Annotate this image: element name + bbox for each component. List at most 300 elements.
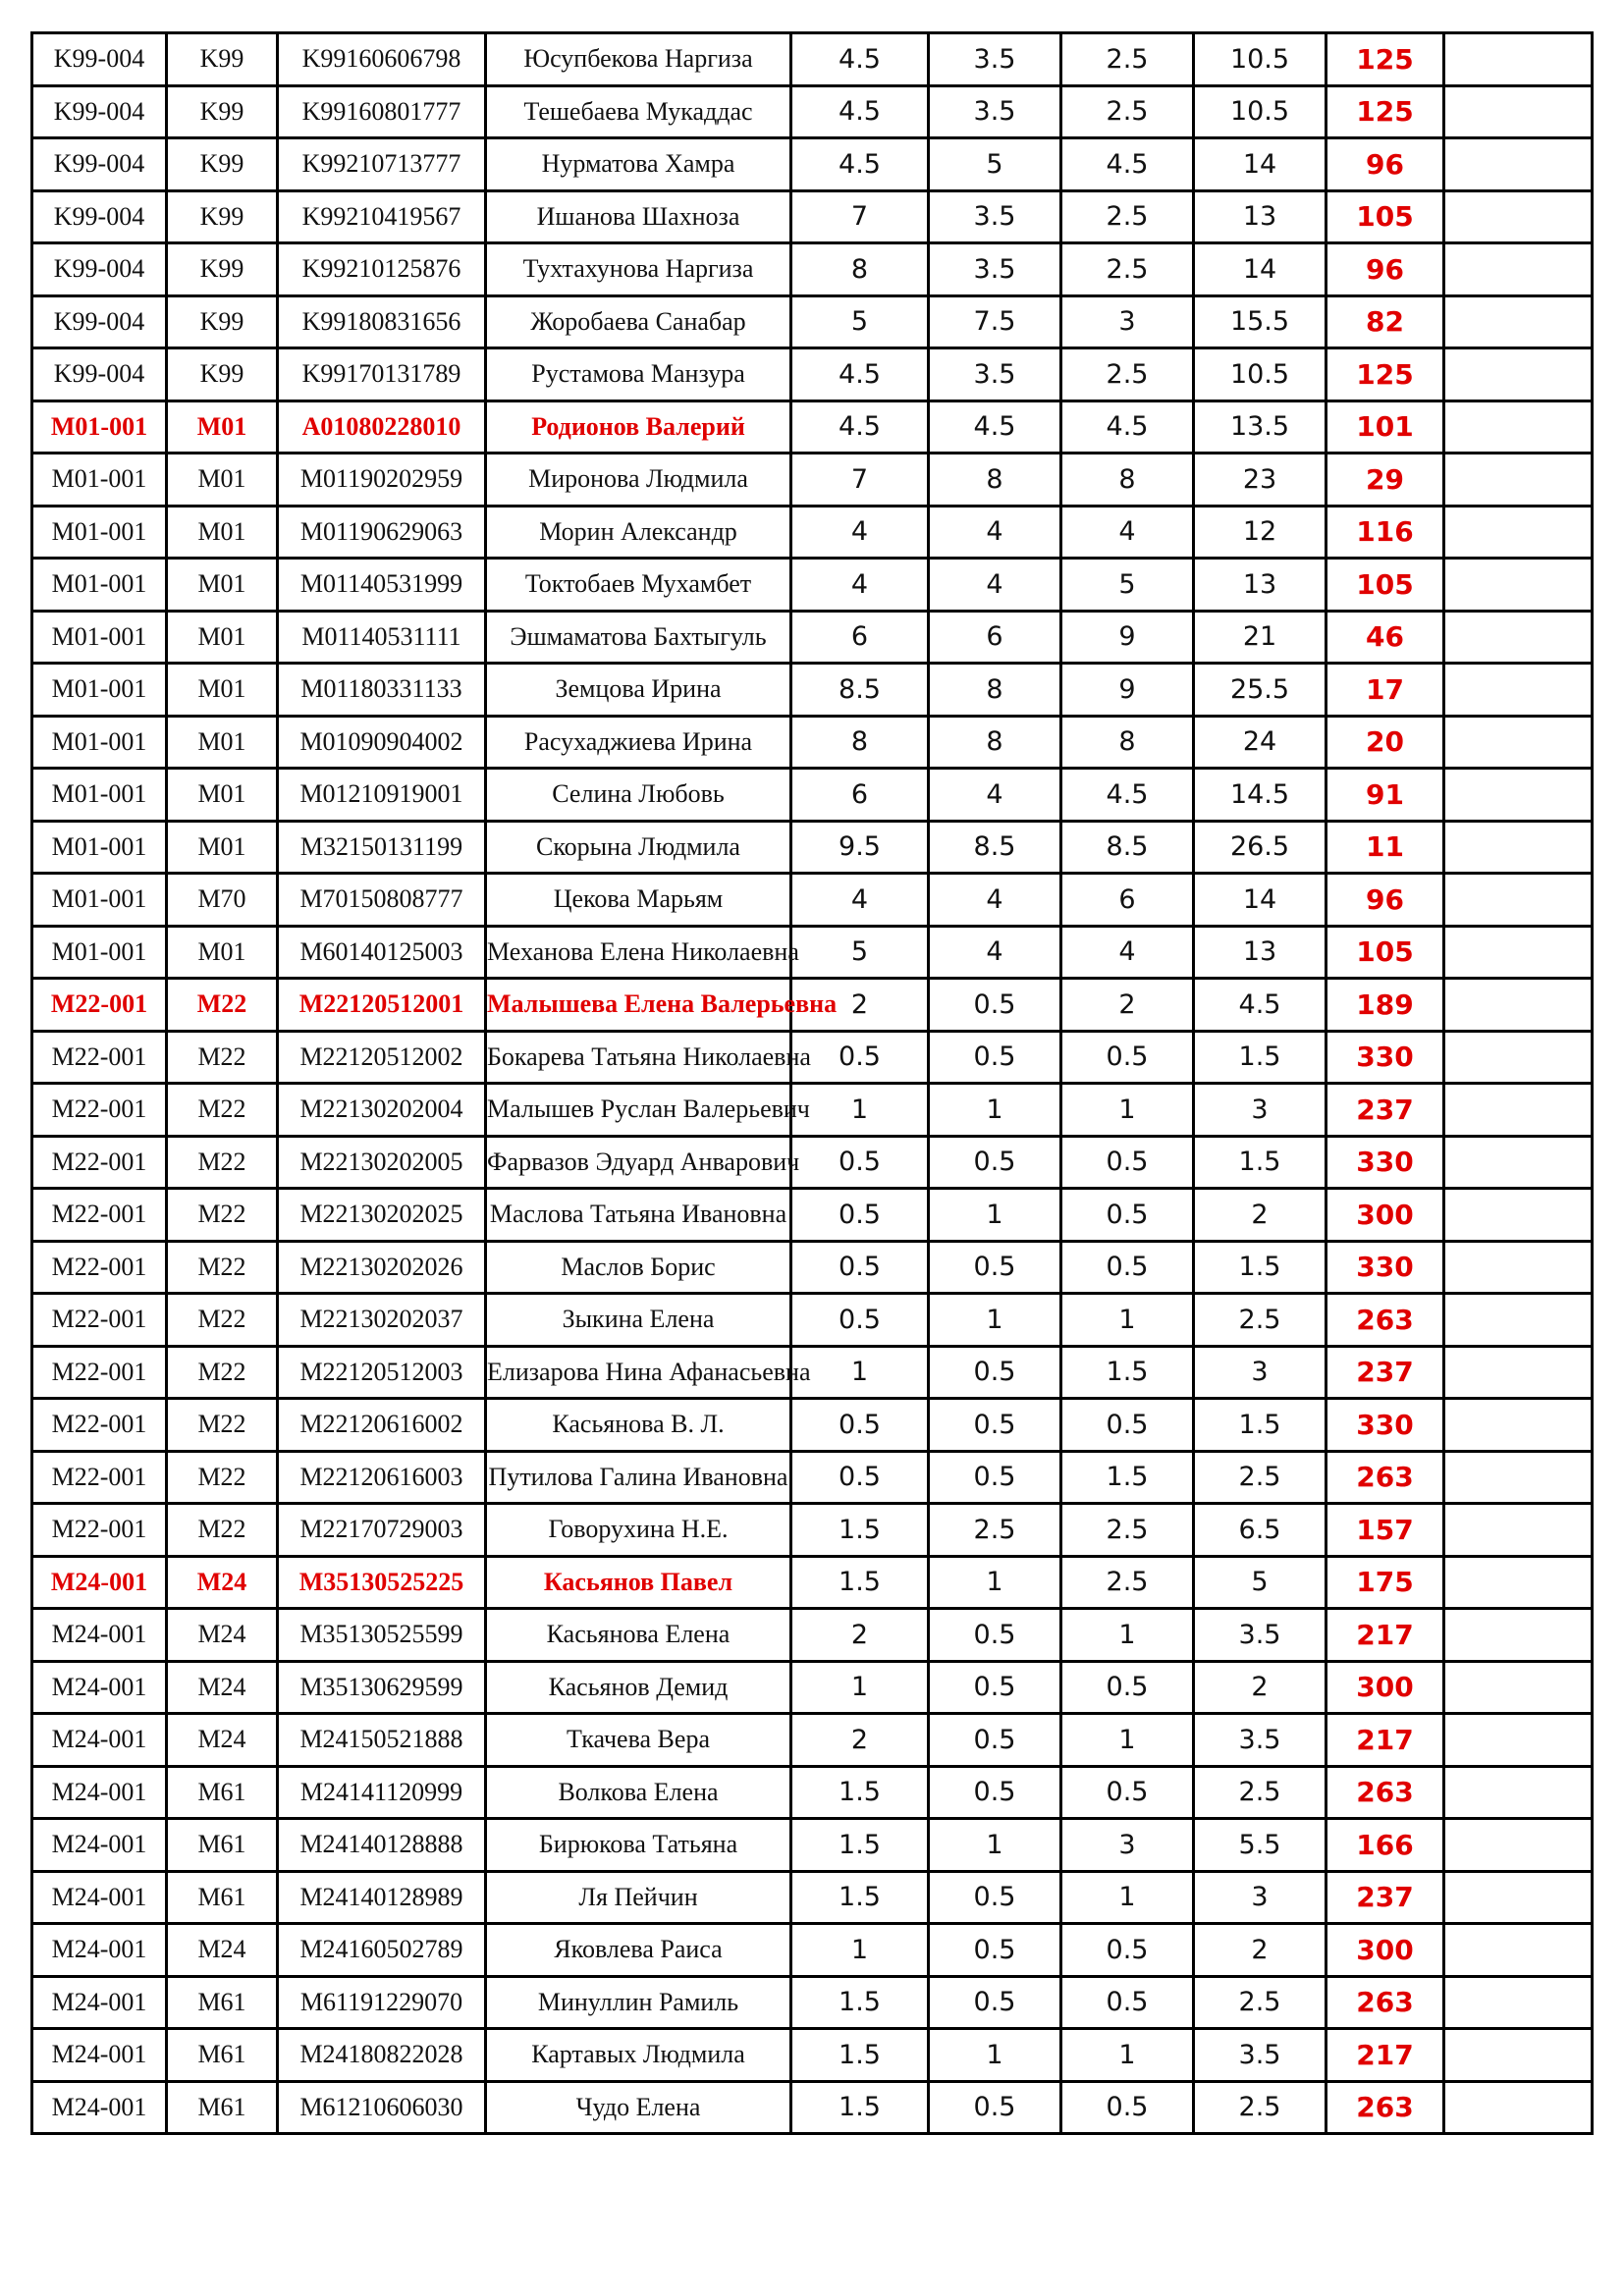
group-code-cell: K99-004	[32, 138, 167, 191]
score-2-cell: 0.5	[929, 1346, 1061, 1399]
score-3-cell: 4.5	[1061, 400, 1194, 454]
score-3-cell: 4	[1061, 926, 1194, 979]
group-code-cell: M24-001	[32, 1819, 167, 1872]
score-1-cell: 4	[791, 559, 929, 612]
note-cell	[1444, 295, 1593, 348]
score-3-cell: 4.5	[1061, 769, 1194, 822]
region-code-cell: M01	[167, 400, 278, 454]
score-1-cell: 2	[791, 1714, 929, 1767]
score-1-cell: 1	[791, 1084, 929, 1137]
member-id-cell: K99160606798	[278, 33, 486, 86]
score-3-cell: 6	[1061, 874, 1194, 927]
table-row	[32, 1294, 1593, 1347]
score-2-cell: 8	[929, 454, 1061, 507]
region-code-cell: M22	[167, 1136, 278, 1189]
table-row	[32, 1346, 1593, 1399]
table-row	[32, 716, 1593, 769]
score-3-cell: 4.5	[1061, 138, 1194, 191]
score-3-cell: 4	[1061, 506, 1194, 559]
region-code-cell: K99	[167, 85, 278, 138]
group-code-cell: M01-001	[32, 559, 167, 612]
member-name-cell: Тешебаева Мукаддас	[486, 85, 791, 138]
score-2-cell: 8	[929, 716, 1061, 769]
member-name-cell: Чудо Елена	[486, 2081, 791, 2134]
table-row	[32, 1661, 1593, 1714]
table-row	[32, 85, 1593, 138]
region-code-cell: K99	[167, 243, 278, 296]
total-score-cell: 2	[1194, 1661, 1326, 1714]
note-cell	[1444, 1976, 1593, 2029]
member-id-cell: M22170729003	[278, 1504, 486, 1557]
note-cell	[1444, 138, 1593, 191]
table-row	[32, 1714, 1593, 1767]
member-id-cell: A01080228010	[278, 400, 486, 454]
note-cell	[1444, 243, 1593, 296]
score-3-cell: 9	[1061, 664, 1194, 717]
member-name-cell: Морин Александр	[486, 506, 791, 559]
total-score-cell: 21	[1194, 611, 1326, 664]
member-id-cell: M22130202037	[278, 1294, 486, 1347]
member-name-cell: Картавых Людмила	[486, 2029, 791, 2082]
score-1-cell: 1.5	[791, 1766, 929, 1819]
score-2-cell: 3.5	[929, 33, 1061, 86]
rank-cell: 105	[1326, 559, 1444, 612]
member-id-cell: M24180822028	[278, 2029, 486, 2082]
group-code-cell: M01-001	[32, 611, 167, 664]
group-code-cell: K99-004	[32, 33, 167, 86]
group-code-cell: M01-001	[32, 716, 167, 769]
table-row	[32, 243, 1593, 296]
rank-cell: 330	[1326, 1399, 1444, 1452]
note-cell	[1444, 611, 1593, 664]
score-2-cell: 3.5	[929, 348, 1061, 401]
member-name-cell: Зыкина Елена	[486, 1294, 791, 1347]
region-code-cell: M01	[167, 506, 278, 559]
score-3-cell: 1.5	[1061, 1346, 1194, 1399]
score-1-cell: 6	[791, 769, 929, 822]
score-2-cell: 7.5	[929, 295, 1061, 348]
region-code-cell: M01	[167, 926, 278, 979]
region-code-cell: M01	[167, 559, 278, 612]
total-score-cell: 2	[1194, 1924, 1326, 1977]
score-2-cell: 0.5	[929, 1976, 1061, 2029]
group-code-cell: M22-001	[32, 1189, 167, 1242]
member-name-cell: Юсупбекова Наргиза	[486, 33, 791, 86]
member-name-cell: Бирюкова Татьяна	[486, 1819, 791, 1872]
note-cell	[1444, 190, 1593, 243]
group-code-cell: M22-001	[32, 1241, 167, 1294]
member-name-cell: Касьянов Павел	[486, 1556, 791, 1609]
note-cell	[1444, 1714, 1593, 1767]
total-score-cell: 3	[1194, 1084, 1326, 1137]
group-code-cell: M24-001	[32, 1976, 167, 2029]
member-name-cell: Родионов Валерий	[486, 400, 791, 454]
group-code-cell: M22-001	[32, 1294, 167, 1347]
score-3-cell: 5	[1061, 559, 1194, 612]
score-2-cell: 4	[929, 769, 1061, 822]
note-cell	[1444, 2081, 1593, 2134]
score-3-cell: 1	[1061, 1084, 1194, 1137]
score-3-cell: 8.5	[1061, 821, 1194, 874]
group-code-cell: M01-001	[32, 769, 167, 822]
rank-cell: 300	[1326, 1924, 1444, 1977]
score-3-cell: 0.5	[1061, 1241, 1194, 1294]
region-code-cell: M70	[167, 874, 278, 927]
score-1-cell: 7	[791, 190, 929, 243]
member-name-cell: Елизарова Нина Афанасьевна	[486, 1346, 791, 1399]
rank-cell: 125	[1326, 33, 1444, 86]
total-score-cell: 1.5	[1194, 1241, 1326, 1294]
member-id-cell: K99210125876	[278, 243, 486, 296]
member-id-cell: M60140125003	[278, 926, 486, 979]
score-2-cell: 0.5	[929, 2081, 1061, 2134]
group-code-cell: M24-001	[32, 1714, 167, 1767]
table-row	[32, 1976, 1593, 2029]
note-cell	[1444, 85, 1593, 138]
member-name-cell: Механова Елена Николаевна	[486, 926, 791, 979]
score-3-cell: 2.5	[1061, 1556, 1194, 1609]
score-1-cell: 7	[791, 454, 929, 507]
region-code-cell: M22	[167, 1241, 278, 1294]
member-id-cell: M24150521888	[278, 1714, 486, 1767]
total-score-cell: 13	[1194, 559, 1326, 612]
member-id-cell: M01140531111	[278, 611, 486, 664]
results-table-body	[32, 33, 1593, 2134]
region-code-cell: M01	[167, 716, 278, 769]
member-name-cell: Расухаджиева Ирина	[486, 716, 791, 769]
rank-cell: 263	[1326, 1451, 1444, 1504]
note-cell	[1444, 2029, 1593, 2082]
score-1-cell: 1.5	[791, 1819, 929, 1872]
member-id-cell: M01180331133	[278, 664, 486, 717]
member-id-cell: K99170131789	[278, 348, 486, 401]
table-row	[32, 1084, 1593, 1137]
region-code-cell: M22	[167, 979, 278, 1032]
member-id-cell: M01210919001	[278, 769, 486, 822]
score-3-cell: 0.5	[1061, 1189, 1194, 1242]
member-name-cell: Малышева Елена Валерьевна	[486, 979, 791, 1032]
total-score-cell: 13	[1194, 190, 1326, 243]
region-code-cell: M22	[167, 1399, 278, 1452]
member-name-cell: Бокарева Татьяна Николаевна	[486, 1031, 791, 1084]
member-id-cell: K99210419567	[278, 190, 486, 243]
score-2-cell: 8	[929, 664, 1061, 717]
member-name-cell: Токтобаев Мухамбет	[486, 559, 791, 612]
member-id-cell: M24141120999	[278, 1766, 486, 1819]
score-2-cell: 0.5	[929, 1399, 1061, 1452]
region-code-cell: K99	[167, 138, 278, 191]
note-cell	[1444, 1031, 1593, 1084]
total-score-cell: 24	[1194, 716, 1326, 769]
table-row	[32, 1766, 1593, 1819]
score-1-cell: 4.5	[791, 348, 929, 401]
score-1-cell: 8	[791, 716, 929, 769]
rank-cell: 217	[1326, 1714, 1444, 1767]
table-row	[32, 1819, 1593, 1872]
rank-cell: 96	[1326, 243, 1444, 296]
note-cell	[1444, 874, 1593, 927]
table-row	[32, 2081, 1593, 2134]
region-code-cell: M22	[167, 1031, 278, 1084]
total-score-cell: 2	[1194, 1189, 1326, 1242]
score-1-cell: 2	[791, 979, 929, 1032]
member-name-cell: Говорухина Н.Е.	[486, 1504, 791, 1557]
score-1-cell: 8.5	[791, 664, 929, 717]
rank-cell: 96	[1326, 874, 1444, 927]
score-2-cell: 3.5	[929, 190, 1061, 243]
region-code-cell: M22	[167, 1451, 278, 1504]
note-cell	[1444, 559, 1593, 612]
score-1-cell: 1	[791, 1661, 929, 1714]
rank-cell: 300	[1326, 1189, 1444, 1242]
score-2-cell: 5	[929, 138, 1061, 191]
group-code-cell: M24-001	[32, 1871, 167, 1924]
group-code-cell: M01-001	[32, 664, 167, 717]
note-cell	[1444, 348, 1593, 401]
table-row	[32, 664, 1593, 717]
note-cell	[1444, 1241, 1593, 1294]
member-name-cell: Волкова Елена	[486, 1766, 791, 1819]
score-3-cell: 1	[1061, 1609, 1194, 1662]
score-1-cell: 4	[791, 874, 929, 927]
note-cell	[1444, 1556, 1593, 1609]
table-row	[32, 2029, 1593, 2082]
score-2-cell: 0.5	[929, 979, 1061, 1032]
note-cell	[1444, 1504, 1593, 1557]
member-name-cell: Касьянова Елена	[486, 1609, 791, 1662]
group-code-cell: M01-001	[32, 926, 167, 979]
member-name-cell: Ткачева Вера	[486, 1714, 791, 1767]
table-row	[32, 1136, 1593, 1189]
member-id-cell: M01190202959	[278, 454, 486, 507]
rank-cell: 11	[1326, 821, 1444, 874]
group-code-cell: K99-004	[32, 190, 167, 243]
member-name-cell: Селина Любовь	[486, 769, 791, 822]
note-cell	[1444, 979, 1593, 1032]
member-name-cell: Маслова Татьяна Ивановна	[486, 1189, 791, 1242]
note-cell	[1444, 1189, 1593, 1242]
total-score-cell: 2.5	[1194, 1451, 1326, 1504]
note-cell	[1444, 400, 1593, 454]
region-code-cell: M61	[167, 2029, 278, 2082]
table-row	[32, 611, 1593, 664]
rank-cell: 166	[1326, 1819, 1444, 1872]
total-score-cell: 3.5	[1194, 2029, 1326, 2082]
score-1-cell: 1.5	[791, 1976, 929, 2029]
member-id-cell: M35130629599	[278, 1661, 486, 1714]
score-2-cell: 3.5	[929, 85, 1061, 138]
note-cell	[1444, 1661, 1593, 1714]
member-id-cell: M61210606030	[278, 2081, 486, 2134]
member-name-cell: Маслов Борис	[486, 1241, 791, 1294]
member-id-cell: M24160502789	[278, 1924, 486, 1977]
table-row	[32, 1556, 1593, 1609]
table-row	[32, 400, 1593, 454]
score-1-cell: 2	[791, 1609, 929, 1662]
score-1-cell: 1.5	[791, 2029, 929, 2082]
group-code-cell: M24-001	[32, 2081, 167, 2134]
note-cell	[1444, 769, 1593, 822]
total-score-cell: 1.5	[1194, 1031, 1326, 1084]
region-code-cell: M01	[167, 821, 278, 874]
region-code-cell: M61	[167, 1976, 278, 2029]
rank-cell: 237	[1326, 1871, 1444, 1924]
note-cell	[1444, 1136, 1593, 1189]
score-1-cell: 1.5	[791, 1504, 929, 1557]
note-cell	[1444, 1766, 1593, 1819]
region-code-cell: M01	[167, 664, 278, 717]
rank-cell: 101	[1326, 400, 1444, 454]
score-2-cell: 0.5	[929, 1031, 1061, 1084]
group-code-cell: M22-001	[32, 1084, 167, 1137]
member-id-cell: M01140531999	[278, 559, 486, 612]
note-cell	[1444, 1451, 1593, 1504]
score-2-cell: 4	[929, 874, 1061, 927]
score-3-cell: 1	[1061, 2029, 1194, 2082]
score-2-cell: 8.5	[929, 821, 1061, 874]
score-2-cell: 3.5	[929, 243, 1061, 296]
rank-cell: 263	[1326, 1766, 1444, 1819]
member-name-cell: Ля Пейчин	[486, 1871, 791, 1924]
group-code-cell: M01-001	[32, 454, 167, 507]
rank-cell: 330	[1326, 1031, 1444, 1084]
rank-cell: 125	[1326, 348, 1444, 401]
score-1-cell: 1.5	[791, 1871, 929, 1924]
member-id-cell: M35130525225	[278, 1556, 486, 1609]
score-3-cell: 2.5	[1061, 243, 1194, 296]
score-1-cell: 0.5	[791, 1136, 929, 1189]
region-code-cell: M24	[167, 1714, 278, 1767]
group-code-cell: M22-001	[32, 1451, 167, 1504]
score-1-cell: 4.5	[791, 33, 929, 86]
score-2-cell: 2.5	[929, 1504, 1061, 1557]
total-score-cell: 14	[1194, 243, 1326, 296]
score-2-cell: 1	[929, 2029, 1061, 2082]
group-code-cell: M22-001	[32, 979, 167, 1032]
score-1-cell: 4	[791, 506, 929, 559]
member-id-cell: M22130202025	[278, 1189, 486, 1242]
member-id-cell: M24140128888	[278, 1819, 486, 1872]
table-row	[32, 1241, 1593, 1294]
region-code-cell: M22	[167, 1504, 278, 1557]
region-code-cell: M61	[167, 1766, 278, 1819]
region-code-cell: K99	[167, 348, 278, 401]
score-2-cell: 1	[929, 1189, 1061, 1242]
rank-cell: 330	[1326, 1241, 1444, 1294]
group-code-cell: M24-001	[32, 2029, 167, 2082]
rank-cell: 29	[1326, 454, 1444, 507]
score-2-cell: 0.5	[929, 1136, 1061, 1189]
score-1-cell: 9.5	[791, 821, 929, 874]
score-3-cell: 8	[1061, 454, 1194, 507]
member-name-cell: Цекова Марьям	[486, 874, 791, 927]
rank-cell: 263	[1326, 1976, 1444, 2029]
member-name-cell: Нурматова Хамра	[486, 138, 791, 191]
note-cell	[1444, 33, 1593, 86]
group-code-cell: K99-004	[32, 348, 167, 401]
member-id-cell: M22120616003	[278, 1451, 486, 1504]
score-2-cell: 0.5	[929, 1766, 1061, 1819]
score-1-cell: 1.5	[791, 1556, 929, 1609]
total-score-cell: 25.5	[1194, 664, 1326, 717]
member-id-cell: M32150131199	[278, 821, 486, 874]
region-code-cell: M24	[167, 1661, 278, 1714]
score-3-cell: 0.5	[1061, 1661, 1194, 1714]
member-id-cell: M70150808777	[278, 874, 486, 927]
note-cell	[1444, 716, 1593, 769]
member-id-cell: M22120512001	[278, 979, 486, 1032]
table-row	[32, 1189, 1593, 1242]
score-2-cell: 0.5	[929, 1871, 1061, 1924]
total-score-cell: 23	[1194, 454, 1326, 507]
score-2-cell: 0.5	[929, 1609, 1061, 1662]
member-name-cell: Скорына Людмила	[486, 821, 791, 874]
score-2-cell: 0.5	[929, 1924, 1061, 1977]
total-score-cell: 10.5	[1194, 33, 1326, 86]
group-code-cell: M22-001	[32, 1346, 167, 1399]
member-name-cell: Миронова Людмила	[486, 454, 791, 507]
member-id-cell: M22130202005	[278, 1136, 486, 1189]
group-code-cell: K99-004	[32, 243, 167, 296]
group-code-cell: M24-001	[32, 1661, 167, 1714]
rank-cell: 189	[1326, 979, 1444, 1032]
table-row	[32, 295, 1593, 348]
total-score-cell: 2.5	[1194, 1294, 1326, 1347]
table-row	[32, 1399, 1593, 1452]
region-code-cell: M22	[167, 1189, 278, 1242]
score-1-cell: 0.5	[791, 1241, 929, 1294]
note-cell	[1444, 1609, 1593, 1662]
member-name-cell: Касьянов Демид	[486, 1661, 791, 1714]
total-score-cell: 14	[1194, 874, 1326, 927]
group-code-cell: M24-001	[32, 1556, 167, 1609]
score-3-cell: 2.5	[1061, 1504, 1194, 1557]
rank-cell: 105	[1326, 926, 1444, 979]
note-cell	[1444, 1924, 1593, 1977]
score-3-cell: 8	[1061, 716, 1194, 769]
rank-cell: 96	[1326, 138, 1444, 191]
member-name-cell: Фарвазов Эдуард Анварович	[486, 1136, 791, 1189]
rank-cell: 82	[1326, 295, 1444, 348]
score-1-cell: 1.5	[791, 2081, 929, 2134]
member-name-cell: Земцова Ирина	[486, 664, 791, 717]
rank-cell: 17	[1326, 664, 1444, 717]
score-3-cell: 1.5	[1061, 1451, 1194, 1504]
score-3-cell: 0.5	[1061, 1031, 1194, 1084]
score-3-cell: 1	[1061, 1871, 1194, 1924]
score-3-cell: 1	[1061, 1294, 1194, 1347]
score-2-cell: 0.5	[929, 1241, 1061, 1294]
region-code-cell: M01	[167, 769, 278, 822]
rank-cell: 116	[1326, 506, 1444, 559]
rank-cell: 175	[1326, 1556, 1444, 1609]
group-code-cell: M22-001	[32, 1399, 167, 1452]
rank-cell: 263	[1326, 2081, 1444, 2134]
member-name-cell: Яковлева Раиса	[486, 1924, 791, 1977]
region-code-cell: M61	[167, 1819, 278, 1872]
member-id-cell: M61191229070	[278, 1976, 486, 2029]
group-code-cell: M24-001	[32, 1766, 167, 1819]
score-1-cell: 1	[791, 1346, 929, 1399]
total-score-cell: 4.5	[1194, 979, 1326, 1032]
table-row	[32, 1451, 1593, 1504]
score-3-cell: 0.5	[1061, 1766, 1194, 1819]
score-2-cell: 1	[929, 1556, 1061, 1609]
total-score-cell: 13.5	[1194, 400, 1326, 454]
score-3-cell: 3	[1061, 295, 1194, 348]
score-1-cell: 0.5	[791, 1451, 929, 1504]
rank-cell: 263	[1326, 1294, 1444, 1347]
